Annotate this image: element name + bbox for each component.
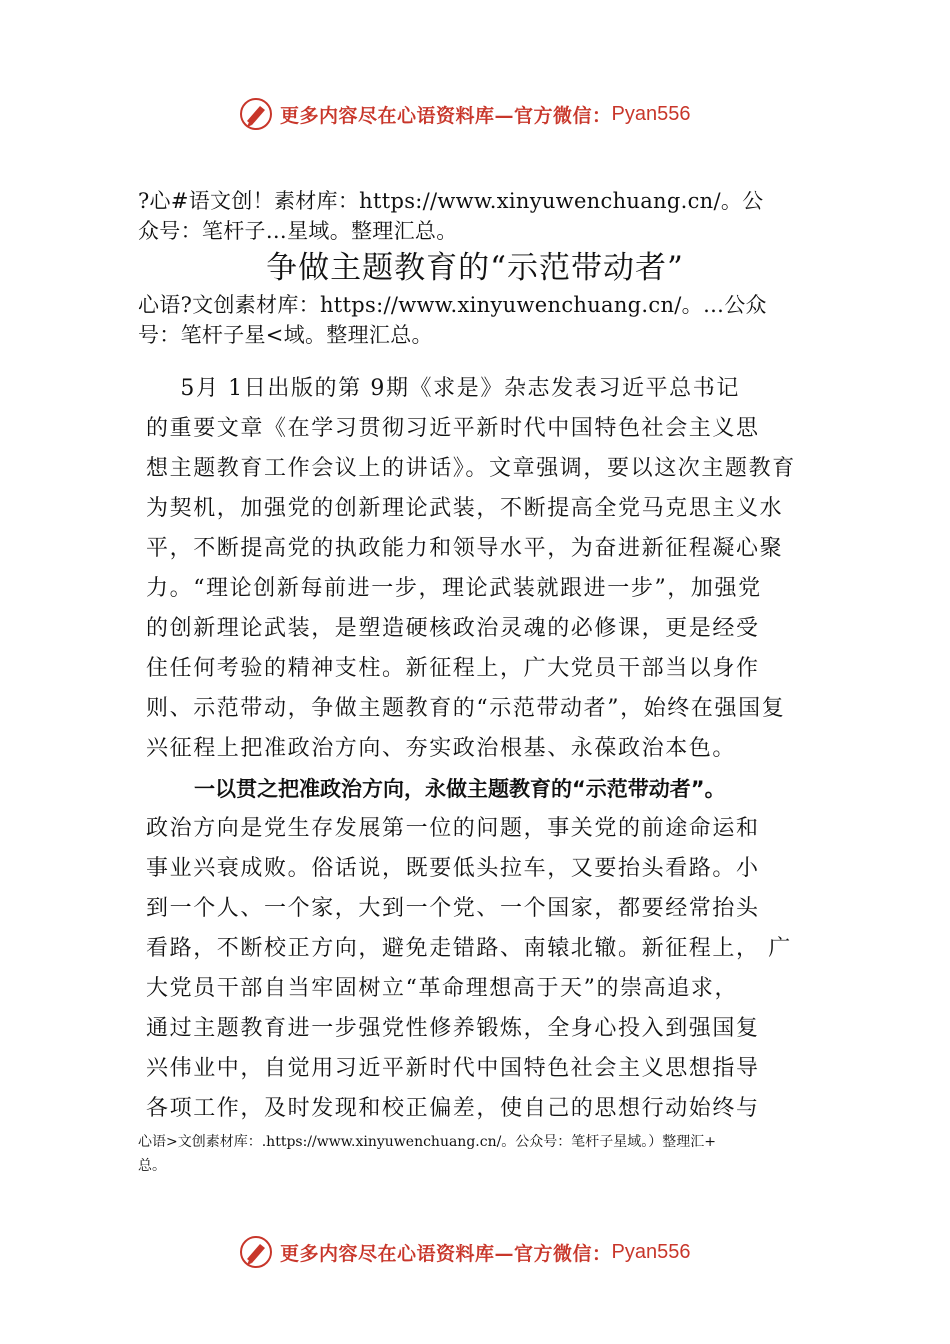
bottom-banner [238,1232,758,1272]
para1-line: 的重要文章《在学习贯彻习近平新时代中国特色社会主义思 [146,416,760,441]
footer-line-1: 心语>文创素材库：.https://www.xinyuwenchuang.cn/。公众号：笔杆子星域。）整理汇+ [138,1134,717,1150]
source-line-1: ?心#语文创！素材库：https://www.xinyuwenchuang.cn/。公 [138,189,764,213]
para2-line: 兴伟业中，自觉用习近平新时代中国特色社会主义思想指导 [146,1056,760,1081]
top-banner [238,94,758,134]
brand-logo-icon [238,96,274,132]
para2-line: 事业兴衰成败。俗话说，既要低头拉车，又要抬头看路。小 [146,856,760,881]
sub-source-line-2: 号：笔杆子星<域。整理汇总。 [138,323,433,347]
banner-wechat-id: Pyan556 [611,1240,691,1263]
para1-line: 5月 1日出版的第 9期《求是》杂志发表习近平总书记 [146,376,740,401]
para1-line: 为契机，加强党的创新理论武装，不断提高全党马克思主义水 [146,496,784,521]
para1-line: 的创新理论武装，是塑造硬核政治灵魂的必修课，更是经受 [146,616,760,641]
para2-line: 各项工作，及时发现和校正偏差，使自己的思想行动始终与 [146,1096,760,1121]
banner-text: 更多内容尽在心语资料库—官方微信： [280,1242,612,1265]
footer-source [138,1130,838,1178]
para2-line: 政治方向是党生存发展第一位的问题，事关党的前途命运和 [146,816,760,841]
para2-line: 看路，不断校正方向，避免走错路、南辕北辙。新征程上， 广 [146,936,792,961]
article-title: 争做主题教育的“示范带动者” [266,250,684,286]
brand-logo-icon [238,1234,274,1270]
footer-line-2: 总。 [138,1158,166,1174]
para1-line: 住任何考验的精神支柱。新征程上，广大党员干部当以身作 [146,656,760,681]
para1-line: 力。“理论创新每前进一步，理论武装就跟进一步”，加强党 [146,576,762,601]
banner-text: 更多内容尽在心语资料库—官方微信： [280,104,612,127]
article-body [146,369,846,1129]
banner-wechat-id: Pyan556 [611,102,691,125]
source-line-2: 众号：笔杆子…星域。整理汇总。 [138,219,458,243]
section-heading: 一以贯之把准政治方向，永做主题教育的“示范带动者”。 [194,777,726,801]
sub-source-line-1: 心语?文创素材库：https://www.xinyuwenchuang.cn/。…公众 [138,293,767,317]
para2-line: 大党员干部自当牢固树立“革命理想高于天”的崇高追求， [146,976,739,1001]
para2-line: 到一个人、一个家，大到一个党、一个国家，都要经常抬头 [146,896,760,921]
para2-line: 通过主题教育进一步强党性修养锻炼，全身心投入到强国复 [146,1016,760,1041]
para1-line: 平，不断提高党的执政能力和领导水平，为奋进新征程凝心聚 [146,536,784,561]
para1-line: 想主题教育工作会议上的讲话》。文章强调，要以这次主题教育 [146,456,796,481]
para1-line: 则、示范带动，争做主题教育的“示范带动者”，始终在强国复 [146,696,786,721]
para1-line: 兴征程上把准政治方向、夯实政治根基、永葆政治本色。 [146,736,737,761]
